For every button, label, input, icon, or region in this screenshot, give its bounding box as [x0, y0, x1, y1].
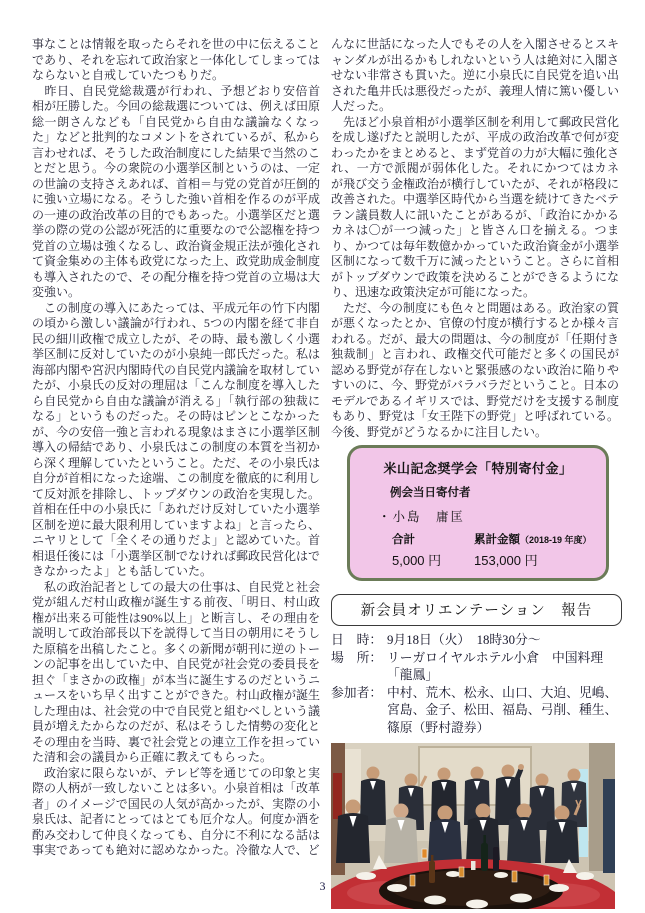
- place-row: [331, 650, 619, 685]
- total-label: 合計: [392, 534, 415, 546]
- place-value: リーガロイヤルホテル小倉 中国料理「龍鳳」: [387, 650, 604, 682]
- paragraph: ただ、今の制度にも色々と問題はある。政治家の質が悪くなったとか、官僚の忖度が横行するとか様々言われる。だが、最大の問題は、今の制度が「任期付き独裁制」と言われ、政権交代可能だと多くの国民が認める野党が存在しないと緊張感のない政治に陥りやすいのに、今、野党がバラバラだということ。日本のモデルであるイギリスでは、野党だけを支援する制度もあり、野党は「女王陛下の野党」と呼ばれている。今後、野党がどうなるかに注目したい。: [331, 300, 620, 439]
- place-label: 場 所：: [331, 650, 383, 665]
- datetime-row: [331, 632, 619, 650]
- orientation-title-box: [331, 594, 622, 626]
- participants-value: [387, 685, 619, 738]
- cumulative-note: （2018-19 年度）: [520, 535, 592, 545]
- donation-box: [347, 445, 609, 581]
- participants-line: 宮島、金子、松田、福島、弓削、種生、: [387, 703, 618, 717]
- participants-line: 中村、荒木、松永、山口、大迫、児嶋、: [387, 685, 618, 700]
- donation-box-title: 米山記念奨学会「特別寄付金」: [383, 461, 573, 476]
- right-column: [331, 37, 619, 909]
- donation-values-row: [392, 550, 596, 569]
- datetime-value: 9月18日（火） 18時30分～: [387, 633, 541, 647]
- paragraph: 昨日、自民党総裁選が行われ、予想どおり安倍首相が圧勝した。今回の総裁選については、例えば田原総一朗さんなども「自民党から自由な議論なくなった」などと批判的なコメントをされているが、私から言わせれば、そうした政治制度にした結果で当然のことだと思う。今の衆院の小選挙区制というのは、一定の世論の支持さえあれば、首相＝与党の党首が圧倒的に強い立場になる。そうした強い首相を作るのが平成の一連の政治改革の目的でもあった。小選挙区だと選挙の際の党の公認が死活的に重要なので公認権を持つ党首の立場は強くなるし、政治資金規正法が強化されて資金集めの主体も政党になった上、政党助成金制度も導入されたので、その配分権を持つ党首の立場は大変強い。: [32, 83, 321, 299]
- participants-row: [331, 685, 619, 738]
- orientation-info: [331, 632, 619, 737]
- page-number: 3: [319, 879, 326, 893]
- left-column: [32, 37, 320, 859]
- paragraph: 先ほど小泉首相が小選挙区制を利用して郵政民営化を成し遂げたと説明したが、平成の政治改革で何が変わったかをまとめると、まず党首の力が大幅に強化され、一方で派閥が弱体化した。それにかつてはカネが飛び交う金権政治が横行していたが、それが格段に改善された。中選挙区時代から当選を続けてきたベテラン議員数人に訊いたことがあるが、「政治にかかるカネは〇が一つ減った」と皆さん口を揃える。つまり、かつては毎年数億かかっていた政治資金が小選挙区制になって数千万に減ったということ。さらに首相がトップダウンで政策を決めることができるようになり、迅速な政策決定が可能になった。: [331, 114, 620, 299]
- donation-box-subtitle: 例会当日寄付者: [390, 487, 471, 499]
- total-value: 5,000 円: [392, 553, 442, 568]
- paragraph: 政治家に限らないが、テレビ等を通じての印象と実際の人柄が一致しないことは多い。小泉首相は「改革者」のイメージで国民の人気が高かったが、実際の小泉氏は、記者にとってはとても厄介な人。何度か酒を酌み交わして仲良くなっても、自分に不利になる話は事実であっても絶対に認めなかった。冷徹な人で、ど: [32, 765, 321, 857]
- paragraph: んなに世話になった人でもその人を入閣させるとスキャンダルが出るかもしれないという人は絶対に入閣させない非常さも貫いた。逆に小泉氏に自民党を追い出された亀井氏は悪役だったが、義理人情に篤い優しい人だった。: [331, 37, 620, 113]
- datetime-label: 日 時：: [331, 633, 383, 647]
- participants-line: 篠原（野村證券）: [387, 720, 490, 735]
- cumulative-value: 153,000 円: [474, 553, 538, 568]
- paragraph: 事なことは情報を取ったらそれを世の中に伝えることであり、それを忘れて政治家と一体化してしまってはならないと自戒していたつもりだ。: [32, 37, 321, 82]
- donation-labels-row: [392, 531, 596, 547]
- paragraph: この制度の導入にあたっては、平成元年の竹下内閣の頃から激しい議論が行われ、5つの内閣を経て非自民の細川政権で成立したが、その時、最も激しく小選挙区制に反対していたのが小泉純一郎氏だった。私は海部内閣や宮沢内閣時代の自民党内議論を取材していたが、小泉氏の反対の理屈は「こんな制度を導入したら自民党から自由な議論が消える」「執行部の独裁になる」というものだった。その時はピンとこなかったが、今の安倍一強と言われる現象はまさに小選挙区制導入の帰結であり、小泉氏はこの制度の本質を当初から深く理解していたということ。ただ、その小泉氏は自分が首相になった途端、この制度を徹底的に利用して反対派を排除し、トップダウンの政治を実現した。首相在任中の小泉氏に「あれだけ反対していた小選挙区制を逆に最大限利用していますよね」と言ったら、ニヤリとして「全くその通りだよ」と認めていた。首相退任後には「小選挙区制でなければ郵政民営化はできなかったよ」とも話していた。: [32, 300, 321, 578]
- participants-label: 参加者：: [331, 685, 383, 700]
- donor-name: ・小島 庸匡: [378, 510, 466, 524]
- cumulative-label: 累計金額（2018-19 年度）: [474, 534, 592, 546]
- paragraph: 私の政治記者としての最大の仕事は、自民党と社会党が組んだ村山政権が誕生する前夜、「明日、村山政権が出来る可能性は90%以上」と断言し、その理由を説明して政治部長以下を説得して当日の朝用にそうした原稿を出稿したこと。多くの新聞が朝刊に逆のトーンの記事を出していた中、自民党が社会党の委員長を担ぐ「まさかの政権」が本当に誕生するのだというニュースをいち早く出すことができた。村山政権が誕生した理由は、社会党の中で自民党と組むべしという議員が増えたからなのだが、私はそうした情勢の変化とその理由を当時、裏で社会党との連立工作を担っていた清和会の議員から正確に教えてもらった。: [32, 579, 321, 764]
- orientation-title: 新会員オリエンテーション 報告: [360, 603, 593, 619]
